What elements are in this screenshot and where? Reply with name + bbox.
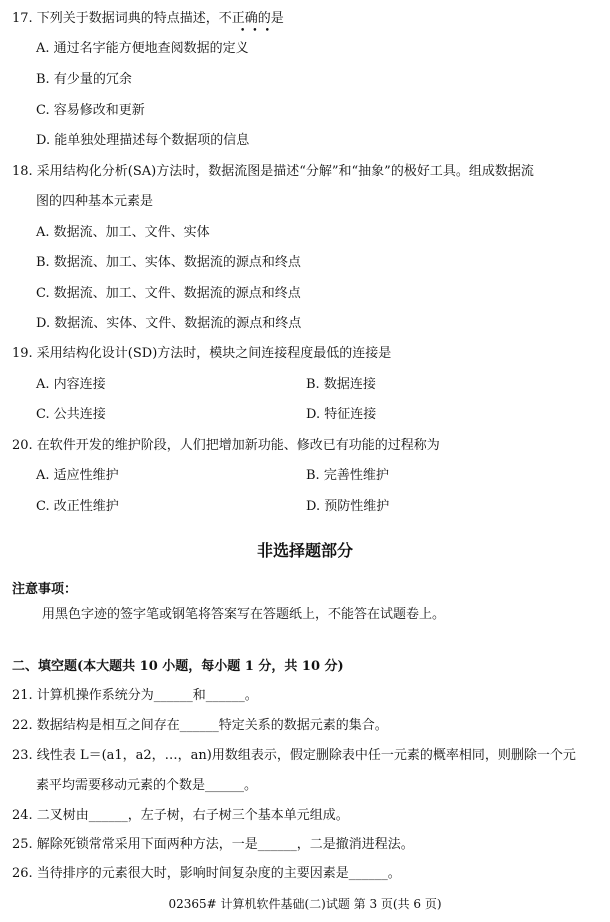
notice-text: 用黑色字迹的签字笔或钢笔将答案写在答题纸上，不能答在试题卷上。: [42, 607, 446, 622]
notice-title: 注意事项：: [12, 582, 78, 597]
q19-option-a: A. 内容连接: [36, 377, 106, 392]
q20-option-d: D. 预防性维护: [306, 499, 390, 514]
q25-text: 25. 解除死锁常常采用下面两种方法，一是______，二是撤消进程法。: [12, 837, 414, 852]
q22-text: 22. 数据结构是相互之间存在______特定关系的数据元素的集合。: [12, 718, 388, 733]
q18-option-c: C. 数据流、加工、文件、数据流的源点和终点: [36, 286, 301, 301]
q18-option-b: B. 数据流、加工、实体、数据流的源点和终点: [36, 255, 301, 270]
page-footer: 02365# 计算机软件基础(二)试题 第 3 页(共 6 页): [168, 897, 442, 911]
q17-option-d: D. 能单独处理描述每个数据项的信息: [36, 133, 250, 148]
part2-heading: 二、填空题(本大题共 10 小题，每小题 1 分，共 10 分): [12, 659, 344, 674]
q19-option-d: D. 特征连接: [306, 407, 377, 422]
q20-option-a: A. 适应性维护: [36, 468, 119, 483]
q19-stem: 19. 采用结构化设计(SD)方法时，模块之间连接程度最低的连接是: [12, 346, 392, 361]
q23-line2: 素平均需要移动元素的个数是______。: [36, 778, 258, 793]
q18-stem-line1: 18. 采用结构化分析(SA)方法时，数据流图是描述“分解”和“抽象”的极好工具。组成数据流: [12, 164, 534, 179]
q20-option-b: B. 完善性维护: [306, 468, 389, 483]
q20-option-c: C. 改正性维护: [36, 499, 119, 514]
q18-stem-line2: 图的四种基本元素是: [36, 194, 154, 209]
q24-text: 24. 二叉树由______，左子树，右子树三个基本单元组成。: [12, 808, 349, 823]
q18-option-a: A. 数据流、加工、文件、实体: [36, 225, 210, 240]
q23-line1: 23. 线性表 L＝(a1，a2，…，an)用数组表示，假定删除表中任一元素的概率相同，则删除一个元: [12, 748, 576, 763]
q17-option-a: A. 通过名字能方便地查阅数据的定义: [36, 41, 249, 56]
q20-stem: 20. 在软件开发的维护阶段，人们把增加新功能、修改已有功能的过程称为: [12, 438, 440, 453]
q21-text: 21. 计算机操作系统分为______和______。: [12, 688, 258, 703]
q17-stem: 17. 下列关于数据词典的特点描述，不正确的是: [12, 11, 284, 26]
q17-option-c: C. 容易修改和更新: [36, 103, 145, 118]
q26-text: 26. 当待排序的元素很大时，影响时间复杂度的主要因素是______。: [12, 866, 401, 881]
section-heading: 非选择题部分: [256, 541, 353, 560]
q19-option-c: C. 公共连接: [36, 407, 106, 422]
q17-option-b: B. 有少量的冗余: [36, 72, 132, 87]
q17-emphasis-dots: •••: [240, 26, 277, 36]
q19-option-b: B. 数据连接: [306, 377, 376, 392]
q18-option-d: D. 数据流、实体、文件、数据流的源点和终点: [36, 316, 302, 331]
